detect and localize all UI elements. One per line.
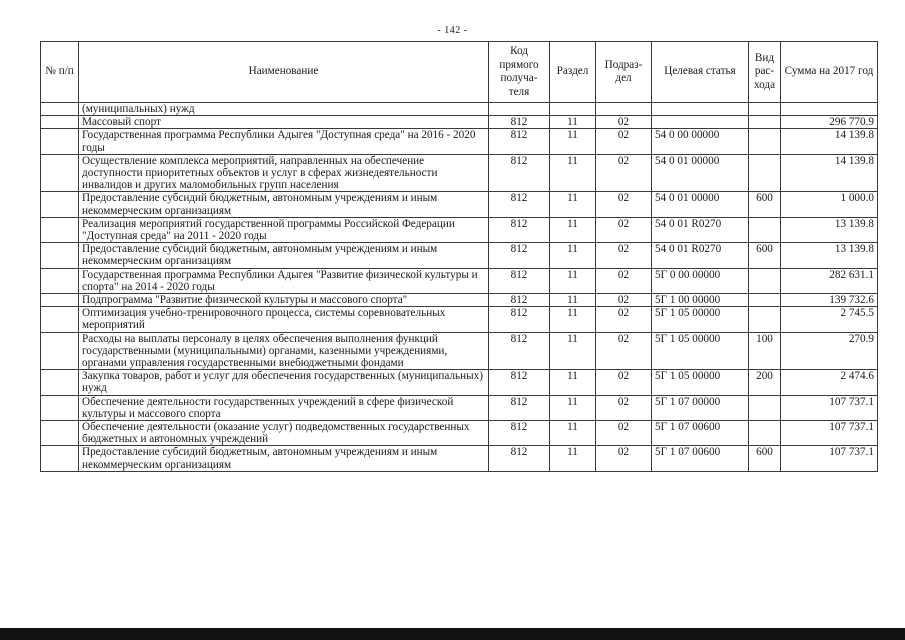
table-row bbox=[41, 154, 878, 192]
table-row bbox=[41, 268, 878, 293]
header-name: Наименование bbox=[79, 42, 489, 103]
cell-section: 11 bbox=[550, 268, 596, 293]
cell-sum: 107 737.1 bbox=[781, 395, 878, 420]
cell-num bbox=[41, 217, 79, 242]
cell-num bbox=[41, 243, 79, 268]
header-code: Код прямого получа-теля bbox=[489, 42, 550, 103]
cell-kind: 600 bbox=[749, 243, 781, 268]
cell-section: 11 bbox=[550, 370, 596, 395]
cell-subsection: 02 bbox=[596, 395, 652, 420]
cell-name: Массовый спорт bbox=[79, 116, 489, 129]
cell-sum: 14 139.8 bbox=[781, 129, 878, 154]
cell-num bbox=[41, 192, 79, 217]
cell-sum: 282 631.1 bbox=[781, 268, 878, 293]
scan-edge-bar bbox=[0, 628, 905, 640]
cell-code: 812 bbox=[489, 192, 550, 217]
cell-subsection: 02 bbox=[596, 243, 652, 268]
cell-code: 812 bbox=[489, 307, 550, 332]
cell-subsection: 02 bbox=[596, 268, 652, 293]
cell-subsection: 02 bbox=[596, 307, 652, 332]
cell-sum: 14 139.8 bbox=[781, 154, 878, 192]
cell-kind bbox=[749, 103, 781, 116]
table-row bbox=[41, 243, 878, 268]
cell-target: 5Г 1 07 00600 bbox=[652, 446, 749, 471]
cell-sum: 107 737.1 bbox=[781, 421, 878, 446]
cell-subsection: 02 bbox=[596, 116, 652, 129]
cell-num bbox=[41, 154, 79, 192]
cell-section: 11 bbox=[550, 294, 596, 307]
header-section: Раздел bbox=[550, 42, 596, 103]
header-sum: Сумма на 2017 год bbox=[781, 42, 878, 103]
cell-code: 812 bbox=[489, 332, 550, 370]
cell-code: 812 bbox=[489, 116, 550, 129]
header-subsection: Подраз-дел bbox=[596, 42, 652, 103]
cell-kind bbox=[749, 116, 781, 129]
cell-kind bbox=[749, 129, 781, 154]
cell-section: 11 bbox=[550, 243, 596, 268]
cell-num bbox=[41, 116, 79, 129]
table-row bbox=[41, 294, 878, 307]
cell-num bbox=[41, 446, 79, 471]
cell-name: Реализация мероприятий государственной программы Российской Федерации "Доступная среда" на 2011 - 2020 годы bbox=[79, 217, 489, 242]
cell-kind: 600 bbox=[749, 446, 781, 471]
cell-kind bbox=[749, 307, 781, 332]
cell-code: 812 bbox=[489, 154, 550, 192]
cell-name: Осуществление комплекса мероприятий, направленных на обеспечение доступности приоритетных объектов и услуг в сферах жизнедеятельности инвалидов и других маломобильных групп населения bbox=[79, 154, 489, 192]
cell-num bbox=[41, 307, 79, 332]
cell-target: 54 0 01 R0270 bbox=[652, 217, 749, 242]
cell-target: 5Г 1 05 00000 bbox=[652, 370, 749, 395]
cell-kind bbox=[749, 421, 781, 446]
cell-subsection: 02 bbox=[596, 446, 652, 471]
cell-subsection: 02 bbox=[596, 332, 652, 370]
cell-name: Государственная программа Республики Адыгея "Развитие физической культуры и спорта" на 2014 - 2020 годы bbox=[79, 268, 489, 293]
cell-num bbox=[41, 103, 79, 116]
cell-num bbox=[41, 395, 79, 420]
cell-target: 54 0 00 00000 bbox=[652, 129, 749, 154]
cell-code: 812 bbox=[489, 395, 550, 420]
cell-subsection: 02 bbox=[596, 154, 652, 192]
cell-name: Оптимизация учебно-тренировочного процесса, системы соревновательных мероприятий bbox=[79, 307, 489, 332]
cell-kind: 200 bbox=[749, 370, 781, 395]
cell-subsection: 02 bbox=[596, 294, 652, 307]
header-row bbox=[41, 42, 878, 103]
cell-kind: 600 bbox=[749, 192, 781, 217]
cell-code: 812 bbox=[489, 129, 550, 154]
table-row bbox=[41, 192, 878, 217]
cell-section: 11 bbox=[550, 217, 596, 242]
cell-section: 11 bbox=[550, 129, 596, 154]
cell-sum: 13 139.8 bbox=[781, 243, 878, 268]
cell-code: 812 bbox=[489, 294, 550, 307]
cell-num bbox=[41, 421, 79, 446]
cell-subsection: 02 bbox=[596, 370, 652, 395]
cell-target bbox=[652, 103, 749, 116]
cell-section: 11 bbox=[550, 116, 596, 129]
cell-name: Обеспечение деятельности государственных учреждений в сфере физической культуры и массового спорта bbox=[79, 395, 489, 420]
cell-sum: 139 732.6 bbox=[781, 294, 878, 307]
cell-name: Предоставление субсидий бюджетным, автономным учреждениям и иным некоммерческим организациям bbox=[79, 243, 489, 268]
cell-subsection: 02 bbox=[596, 192, 652, 217]
cell-code: 812 bbox=[489, 421, 550, 446]
table-row bbox=[41, 217, 878, 242]
table-row bbox=[41, 421, 878, 446]
cell-target: 5Г 0 00 00000 bbox=[652, 268, 749, 293]
table-row bbox=[41, 307, 878, 332]
cell-sum bbox=[781, 103, 878, 116]
page-number: - 142 - bbox=[437, 25, 468, 36]
table-row bbox=[41, 370, 878, 395]
cell-sum: 270.9 bbox=[781, 332, 878, 370]
cell-subsection: 02 bbox=[596, 421, 652, 446]
cell-sum: 2 745.5 bbox=[781, 307, 878, 332]
cell-section: 11 bbox=[550, 332, 596, 370]
table-row bbox=[41, 332, 878, 370]
table-row bbox=[41, 129, 878, 154]
cell-num bbox=[41, 332, 79, 370]
cell-name: Подпрограмма "Развитие физической культуры и массового спорта" bbox=[79, 294, 489, 307]
cell-section: 11 bbox=[550, 395, 596, 420]
cell-kind bbox=[749, 395, 781, 420]
cell-target: 5Г 1 07 00000 bbox=[652, 395, 749, 420]
cell-code: 812 bbox=[489, 268, 550, 293]
cell-num bbox=[41, 370, 79, 395]
cell-target: 5Г 1 05 00000 bbox=[652, 307, 749, 332]
cell-target: 54 0 01 00000 bbox=[652, 154, 749, 192]
cell-name: Расходы на выплаты персоналу в целях обеспечения выполнения функций государственными (муниципальными) органами, казенными учреждениями, органами управления государственными внебюджетными фондами bbox=[79, 332, 489, 370]
header-kind: Вид рас-хода bbox=[749, 42, 781, 103]
budget-table bbox=[40, 41, 878, 472]
cell-code: 812 bbox=[489, 446, 550, 471]
cell-code: 812 bbox=[489, 217, 550, 242]
table-row bbox=[41, 395, 878, 420]
cell-name: Предоставление субсидий бюджетным, автономным учреждениям и иным некоммерческим организациям bbox=[79, 192, 489, 217]
header-num: № п/п bbox=[41, 42, 79, 103]
cell-num bbox=[41, 268, 79, 293]
cell-kind bbox=[749, 154, 781, 192]
cell-section: 11 bbox=[550, 154, 596, 192]
cell-sum: 1 000.0 bbox=[781, 192, 878, 217]
cell-kind bbox=[749, 268, 781, 293]
cell-sum: 13 139.8 bbox=[781, 217, 878, 242]
cell-target: 54 0 01 R0270 bbox=[652, 243, 749, 268]
cell-target: 5Г 1 07 00600 bbox=[652, 421, 749, 446]
cell-section: 11 bbox=[550, 446, 596, 471]
cell-target: 5Г 1 00 00000 bbox=[652, 294, 749, 307]
cell-sum: 2 474.6 bbox=[781, 370, 878, 395]
cell-name: Государственная программа Республики Адыгея "Доступная среда" на 2016 - 2020 годы bbox=[79, 129, 489, 154]
cell-section bbox=[550, 103, 596, 116]
cell-target: 5Г 1 05 00000 bbox=[652, 332, 749, 370]
cell-name: Обеспечение деятельности (оказание услуг) подведомственных государственных бюджетных и автономных учреждений bbox=[79, 421, 489, 446]
cell-name: (муниципальных) нужд bbox=[79, 103, 489, 116]
cell-subsection: 02 bbox=[596, 129, 652, 154]
cell-num bbox=[41, 294, 79, 307]
cell-name: Закупка товаров, работ и услуг для обеспечения государственных (муниципальных) нужд bbox=[79, 370, 489, 395]
cell-sum: 107 737.1 bbox=[781, 446, 878, 471]
table-row bbox=[41, 103, 878, 116]
cell-num bbox=[41, 129, 79, 154]
cell-subsection bbox=[596, 103, 652, 116]
cell-kind bbox=[749, 217, 781, 242]
cell-target: 54 0 01 00000 bbox=[652, 192, 749, 217]
cell-section: 11 bbox=[550, 192, 596, 217]
cell-code: 812 bbox=[489, 370, 550, 395]
cell-subsection: 02 bbox=[596, 217, 652, 242]
cell-section: 11 bbox=[550, 421, 596, 446]
cell-sum: 296 770.9 bbox=[781, 116, 878, 129]
header-target: Целевая статья bbox=[652, 42, 749, 103]
cell-code bbox=[489, 103, 550, 116]
cell-name: Предоставление субсидий бюджетным, автономным учреждениям и иным некоммерческим организациям bbox=[79, 446, 489, 471]
table-row bbox=[41, 446, 878, 471]
cell-target bbox=[652, 116, 749, 129]
cell-kind bbox=[749, 294, 781, 307]
cell-code: 812 bbox=[489, 243, 550, 268]
cell-section: 11 bbox=[550, 307, 596, 332]
table-row bbox=[41, 116, 878, 129]
cell-kind: 100 bbox=[749, 332, 781, 370]
